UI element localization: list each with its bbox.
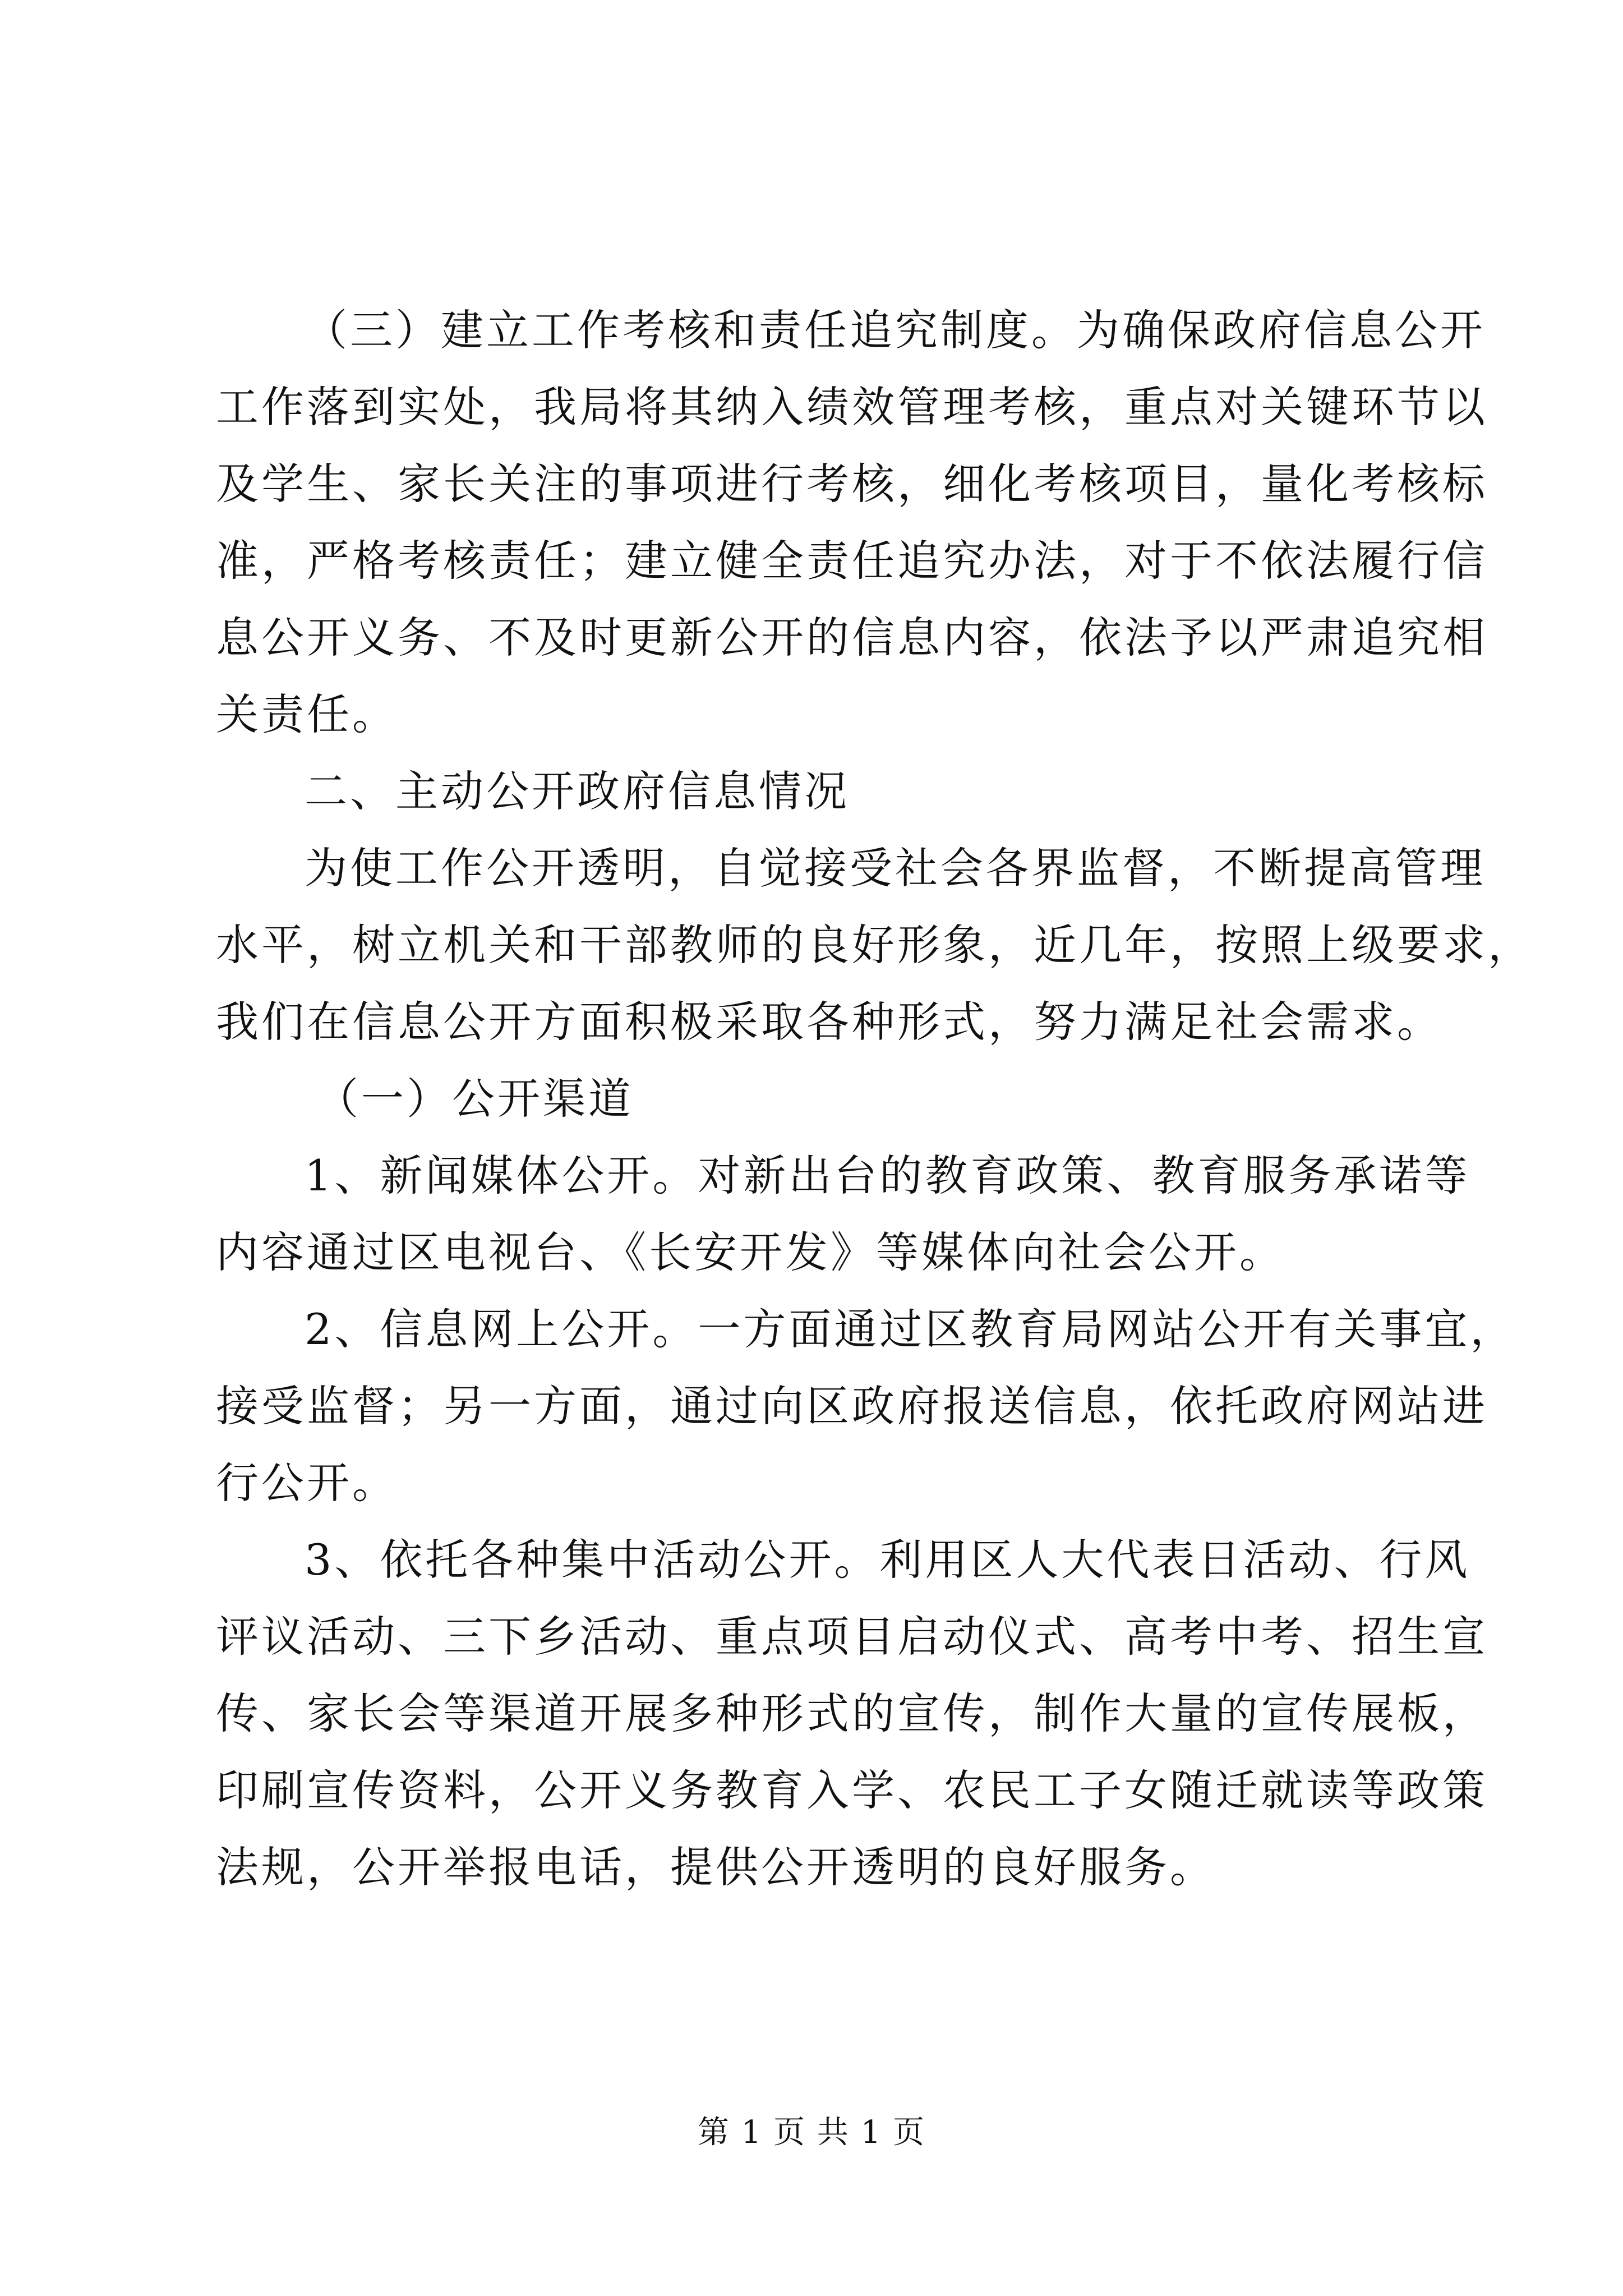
paragraph-line: 2、信息网上公开。一方面通过区教育局网站公开有关事宜， xyxy=(305,1304,1516,1354)
paragraph-line: 关责任。 xyxy=(216,689,398,739)
paragraph-line: 及学生、家长关注的事项进行考核，细化考核项目，量化考核标 xyxy=(216,459,1488,509)
paragraph-line: 内容通过区电视台、《长安开发》等媒体向社会公开。 xyxy=(216,1227,1285,1277)
paragraph-line: 水平，树立机关和干部教师的良好形象，近几年，按照上级要求， xyxy=(216,920,1533,970)
paragraph-line: 行公开。 xyxy=(216,1458,398,1508)
paragraph-line: 印刷宣传资料，公开义务教育入学、农民工子女随迁就读等政策 xyxy=(216,1765,1488,1815)
paragraph-line: 评议活动、三下乡活动、重点项目启动仪式、高考中考、招生宣 xyxy=(216,1612,1488,1662)
document-body xyxy=(216,292,1533,1906)
paragraph-line: （三）建立工作考核和责任追究制度。为确保政府信息公开 xyxy=(305,305,1486,355)
paragraph-line: 息公开义务、不及时更新公开的信息内容，依法予以严肃追究相 xyxy=(216,613,1488,662)
paragraph-line: 准，严格考核责任；建立健全责任追究办法，对于不依法履行信 xyxy=(216,536,1488,586)
paragraph-line: 1、新闻媒体公开。对新出台的教育政策、教育服务承诺等 xyxy=(305,1151,1470,1200)
page-number-footer: 第 1 页 共 1 页 xyxy=(697,2114,926,2151)
paragraph-line: 传、家长会等渠道开展多种形式的宣传，制作大量的宣传展板， xyxy=(216,1688,1488,1738)
paragraph-line: 3、依托各种集中活动公开。利用区人大代表日活动、行风 xyxy=(305,1535,1470,1585)
paragraph-line: 为使工作公开透明，自觉接受社会各界监督，不断提高管理 xyxy=(305,843,1486,893)
subsection-heading: （一）公开渠道 xyxy=(316,1074,634,1124)
paragraph-line: 我们在信息公开方面积极采取各种形式，努力满足社会需求。 xyxy=(216,997,1442,1047)
paragraph-line: 工作落到实处，我局将其纳入绩效管理考核，重点对关键环节以 xyxy=(216,382,1488,432)
paragraph-line: 法规，公开举报电话，提供公开透明的良好服务。 xyxy=(216,1842,1215,1892)
section-heading: 二、主动公开政府信息情况 xyxy=(305,766,850,816)
paragraph-line: 接受监督；另一方面，通过向区政府报送信息，依托政府网站进 xyxy=(216,1381,1488,1431)
